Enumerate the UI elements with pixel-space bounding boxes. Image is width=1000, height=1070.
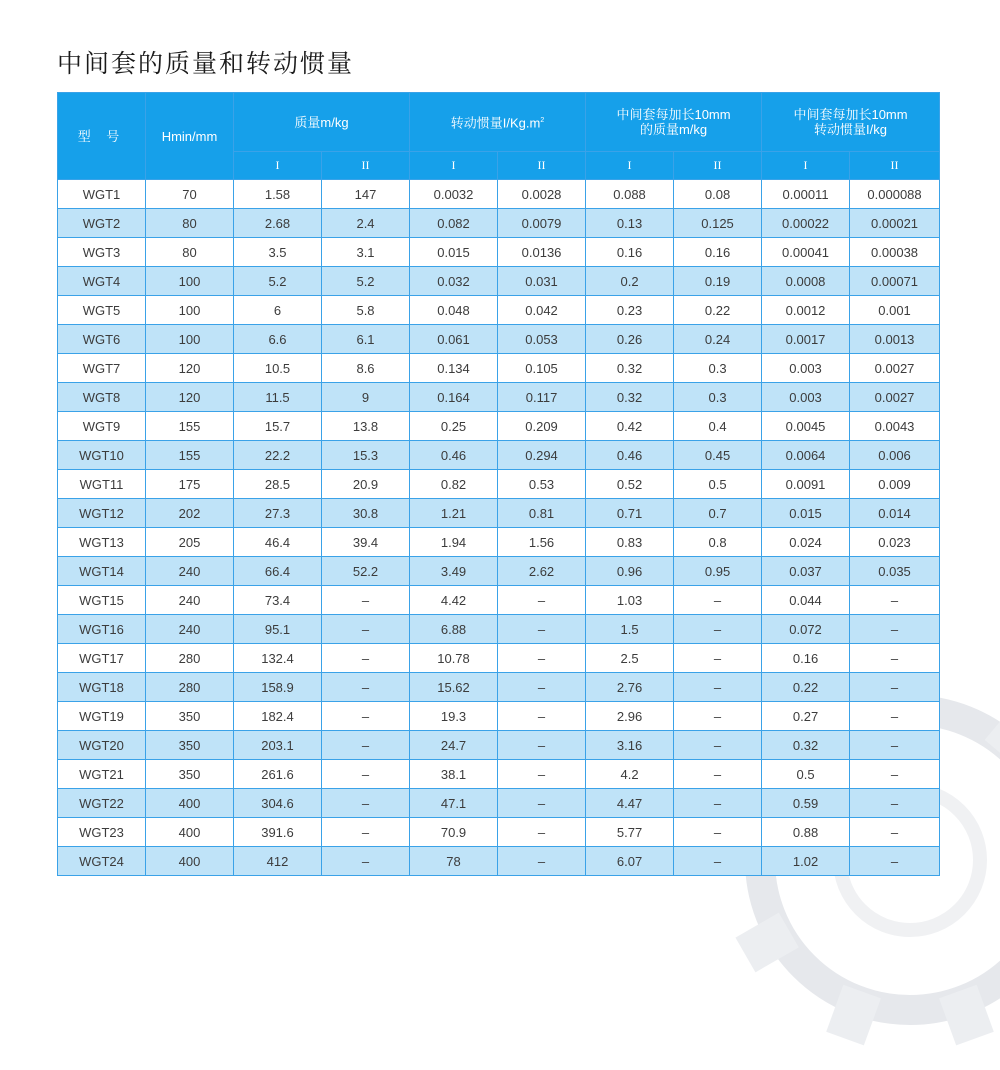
cell-mass10-i: 1.5: [586, 615, 674, 644]
cell-hmin: 350: [146, 731, 234, 760]
cell-inertia-i: 0.82: [410, 470, 498, 499]
table-row: [58, 644, 940, 673]
cell-inertia-ii: 0.053: [498, 325, 586, 354]
cell-inertia-i: 1.94: [410, 528, 498, 557]
cell-hmin: 155: [146, 441, 234, 470]
cell-mass-ii: –: [322, 586, 410, 615]
table-row: [58, 267, 940, 296]
cell-mass-i: 66.4: [234, 557, 322, 586]
header-mass: 质量m/kg: [234, 93, 410, 152]
cell-mass-i: 132.4: [234, 644, 322, 673]
cell-mass-ii: 6.1: [322, 325, 410, 354]
header-mass-per-10mm: [586, 93, 762, 152]
cell-hmin: 240: [146, 586, 234, 615]
cell-mass10-ii: –: [674, 615, 762, 644]
cell-inertia-ii: 0.117: [498, 383, 586, 412]
cell-mass-i: 3.5: [234, 238, 322, 267]
cell-inertia10-i: 0.32: [762, 731, 850, 760]
cell-inertia10-i: 0.003: [762, 383, 850, 412]
cell-inertia-i: 19.3: [410, 702, 498, 731]
cell-inertia10-ii: 0.035: [850, 557, 940, 586]
cell-model: WGT7: [58, 354, 146, 383]
cell-mass10-i: 2.5: [586, 644, 674, 673]
cell-inertia-ii: 2.62: [498, 557, 586, 586]
subheader-mass10-i: I: [586, 152, 674, 180]
cell-inertia-ii: –: [498, 818, 586, 847]
cell-model: WGT2: [58, 209, 146, 238]
cell-inertia-i: 0.164: [410, 383, 498, 412]
cell-inertia10-ii: –: [850, 731, 940, 760]
cell-mass10-i: 6.07: [586, 847, 674, 876]
header-inertia-sup: 2: [540, 117, 545, 125]
cell-inertia10-i: 0.044: [762, 586, 850, 615]
subheader-inertia-ii: II: [498, 152, 586, 180]
cell-inertia10-ii: –: [850, 789, 940, 818]
cell-mass10-i: 2.76: [586, 673, 674, 702]
cell-inertia10-i: 0.00022: [762, 209, 850, 238]
cell-model: WGT22: [58, 789, 146, 818]
cell-mass10-i: 0.71: [586, 499, 674, 528]
cell-mass-i: 158.9: [234, 673, 322, 702]
cell-model: WGT13: [58, 528, 146, 557]
header-inertia-per-10mm-line1: 中间套每加长10mm: [793, 107, 908, 122]
cell-inertia-i: 1.21: [410, 499, 498, 528]
cell-mass10-i: 2.96: [586, 702, 674, 731]
cell-mass-ii: –: [322, 789, 410, 818]
cell-mass-i: 27.3: [234, 499, 322, 528]
cell-inertia-ii: –: [498, 673, 586, 702]
cell-mass-ii: 13.8: [322, 412, 410, 441]
cell-mass10-i: 0.16: [586, 238, 674, 267]
cell-mass10-ii: 0.24: [674, 325, 762, 354]
cell-mass10-i: 0.46: [586, 441, 674, 470]
cell-mass-i: 261.6: [234, 760, 322, 789]
cell-hmin: 205: [146, 528, 234, 557]
cell-hmin: 100: [146, 325, 234, 354]
cell-mass-ii: –: [322, 818, 410, 847]
cell-inertia10-ii: –: [850, 847, 940, 876]
table-row: [58, 528, 940, 557]
cell-model: WGT17: [58, 644, 146, 673]
cell-model: WGT12: [58, 499, 146, 528]
header-model: 型 号: [58, 93, 146, 180]
cell-mass10-ii: 0.45: [674, 441, 762, 470]
cell-inertia-i: 0.082: [410, 209, 498, 238]
cell-mass10-ii: 0.3: [674, 354, 762, 383]
table-row: [58, 586, 940, 615]
cell-mass-ii: 5.2: [322, 267, 410, 296]
subheader-inertia10-i: I: [762, 152, 850, 180]
table-row: [58, 383, 940, 412]
cell-mass-ii: 2.4: [322, 209, 410, 238]
cell-mass-i: 22.2: [234, 441, 322, 470]
cell-mass-i: 95.1: [234, 615, 322, 644]
cell-model: WGT1: [58, 180, 146, 209]
cell-mass-ii: 9: [322, 383, 410, 412]
subheader-mass10-ii: II: [674, 152, 762, 180]
cell-mass-i: 412: [234, 847, 322, 876]
cell-inertia-ii: –: [498, 847, 586, 876]
cell-inertia-ii: –: [498, 731, 586, 760]
cell-inertia-i: 70.9: [410, 818, 498, 847]
cell-mass-ii: 8.6: [322, 354, 410, 383]
cell-hmin: 80: [146, 238, 234, 267]
cell-mass10-i: 0.23: [586, 296, 674, 325]
cell-mass-ii: 15.3: [322, 441, 410, 470]
cell-inertia10-i: 0.0008: [762, 267, 850, 296]
cell-mass10-ii: 0.16: [674, 238, 762, 267]
cell-hmin: 120: [146, 354, 234, 383]
subheader-inertia10-ii: II: [850, 152, 940, 180]
cell-mass-i: 28.5: [234, 470, 322, 499]
cell-inertia-i: 47.1: [410, 789, 498, 818]
cell-inertia-i: 78: [410, 847, 498, 876]
cell-mass-i: 6: [234, 296, 322, 325]
cell-model: WGT11: [58, 470, 146, 499]
cell-model: WGT4: [58, 267, 146, 296]
cell-inertia10-ii: 0.00021: [850, 209, 940, 238]
cell-inertia-ii: –: [498, 615, 586, 644]
table-row: [58, 818, 940, 847]
cell-mass-ii: 3.1: [322, 238, 410, 267]
cell-mass10-i: 0.32: [586, 383, 674, 412]
table-row: [58, 789, 940, 818]
cell-inertia10-i: 0.072: [762, 615, 850, 644]
cell-model: WGT9: [58, 412, 146, 441]
cell-mass-ii: –: [322, 702, 410, 731]
cell-hmin: 155: [146, 412, 234, 441]
cell-inertia10-i: 0.0091: [762, 470, 850, 499]
cell-hmin: 400: [146, 847, 234, 876]
cell-inertia-i: 0.134: [410, 354, 498, 383]
cell-mass-i: 10.5: [234, 354, 322, 383]
cell-hmin: 100: [146, 267, 234, 296]
cell-model: WGT3: [58, 238, 146, 267]
cell-hmin: 80: [146, 209, 234, 238]
cell-inertia10-i: 0.00041: [762, 238, 850, 267]
cell-inertia10-ii: 0.0027: [850, 354, 940, 383]
cell-mass-ii: –: [322, 615, 410, 644]
cell-hmin: 350: [146, 760, 234, 789]
cell-inertia10-ii: –: [850, 586, 940, 615]
cell-inertia10-i: 0.003: [762, 354, 850, 383]
cell-mass10-ii: 0.3: [674, 383, 762, 412]
cell-inertia10-ii: –: [850, 760, 940, 789]
subheader-mass-ii: II: [322, 152, 410, 180]
cell-model: WGT21: [58, 760, 146, 789]
cell-inertia-i: 10.78: [410, 644, 498, 673]
cell-inertia10-i: 0.015: [762, 499, 850, 528]
cell-hmin: 350: [146, 702, 234, 731]
cell-inertia-ii: 0.0028: [498, 180, 586, 209]
cell-mass10-ii: –: [674, 731, 762, 760]
cell-inertia-ii: 0.0079: [498, 209, 586, 238]
cell-mass10-i: 0.96: [586, 557, 674, 586]
cell-hmin: 400: [146, 818, 234, 847]
cell-inertia-i: 0.0032: [410, 180, 498, 209]
cell-mass-ii: 147: [322, 180, 410, 209]
cell-inertia-ii: 0.294: [498, 441, 586, 470]
cell-inertia10-ii: –: [850, 818, 940, 847]
table-row: [58, 847, 940, 876]
cell-mass10-i: 0.42: [586, 412, 674, 441]
cell-model: WGT16: [58, 615, 146, 644]
cell-mass-ii: –: [322, 731, 410, 760]
cell-inertia10-ii: –: [850, 644, 940, 673]
cell-inertia10-i: 0.024: [762, 528, 850, 557]
cell-mass10-i: 0.2: [586, 267, 674, 296]
cell-inertia10-i: 0.16: [762, 644, 850, 673]
cell-mass10-ii: 0.4: [674, 412, 762, 441]
cell-hmin: 280: [146, 644, 234, 673]
cell-model: WGT5: [58, 296, 146, 325]
cell-inertia10-ii: 0.0043: [850, 412, 940, 441]
cell-mass-i: 304.6: [234, 789, 322, 818]
table-row: [58, 615, 940, 644]
cell-inertia-ii: 1.56: [498, 528, 586, 557]
cell-mass-ii: –: [322, 847, 410, 876]
header-inertia-per-10mm-line2: 转动惯量I/kg: [814, 122, 888, 137]
cell-hmin: 202: [146, 499, 234, 528]
cell-mass10-ii: –: [674, 847, 762, 876]
cell-inertia10-i: 0.22: [762, 673, 850, 702]
cell-mass-i: 203.1: [234, 731, 322, 760]
cell-mass10-ii: 0.7: [674, 499, 762, 528]
cell-inertia-ii: 0.53: [498, 470, 586, 499]
cell-inertia10-i: 0.0045: [762, 412, 850, 441]
cell-inertia10-i: 0.27: [762, 702, 850, 731]
cell-hmin: 120: [146, 383, 234, 412]
cell-inertia-i: 0.46: [410, 441, 498, 470]
table-row: [58, 499, 940, 528]
cell-mass10-i: 3.16: [586, 731, 674, 760]
table-row: [58, 296, 940, 325]
cell-inertia-i: 0.25: [410, 412, 498, 441]
cell-mass10-ii: 0.22: [674, 296, 762, 325]
cell-mass-ii: 39.4: [322, 528, 410, 557]
header-inertia: [410, 93, 586, 152]
cell-inertia-ii: –: [498, 586, 586, 615]
table-header: [58, 93, 940, 180]
header-mass-per-10mm-line2: 的质量m/kg: [639, 122, 708, 137]
cell-model: WGT18: [58, 673, 146, 702]
spec-table: [57, 92, 940, 876]
cell-inertia10-ii: –: [850, 673, 940, 702]
table-row: [58, 325, 940, 354]
cell-mass10-ii: –: [674, 760, 762, 789]
cell-mass10-ii: 0.8: [674, 528, 762, 557]
cell-inertia10-i: 0.037: [762, 557, 850, 586]
table-row: [58, 760, 940, 789]
cell-inertia10-i: 0.00011: [762, 180, 850, 209]
cell-hmin: 280: [146, 673, 234, 702]
cell-hmin: 70: [146, 180, 234, 209]
cell-inertia10-i: 0.0012: [762, 296, 850, 325]
cell-mass-i: 6.6: [234, 325, 322, 354]
cell-mass10-ii: 0.08: [674, 180, 762, 209]
cell-inertia-i: 0.048: [410, 296, 498, 325]
cell-inertia10-i: 0.59: [762, 789, 850, 818]
cell-mass10-ii: –: [674, 673, 762, 702]
cell-mass-ii: –: [322, 760, 410, 789]
cell-model: WGT10: [58, 441, 146, 470]
cell-hmin: 240: [146, 615, 234, 644]
cell-inertia10-ii: 0.023: [850, 528, 940, 557]
cell-inertia10-i: 1.02: [762, 847, 850, 876]
cell-model: WGT6: [58, 325, 146, 354]
cell-model: WGT15: [58, 586, 146, 615]
cell-hmin: 175: [146, 470, 234, 499]
cell-inertia10-i: 0.0017: [762, 325, 850, 354]
cell-mass10-i: 4.2: [586, 760, 674, 789]
cell-inertia-ii: 0.0136: [498, 238, 586, 267]
cell-mass10-i: 4.47: [586, 789, 674, 818]
cell-mass-i: 391.6: [234, 818, 322, 847]
cell-model: WGT8: [58, 383, 146, 412]
table-row: [58, 441, 940, 470]
cell-mass-ii: –: [322, 644, 410, 673]
cell-inertia-ii: 0.81: [498, 499, 586, 528]
cell-inertia-ii: 0.209: [498, 412, 586, 441]
cell-mass-i: 5.2: [234, 267, 322, 296]
table-body: [58, 180, 940, 876]
header-inertia-label: 转动惯量I/Kg.m: [450, 115, 541, 131]
cell-inertia-i: 3.49: [410, 557, 498, 586]
cell-model: WGT23: [58, 818, 146, 847]
cell-mass-i: 2.68: [234, 209, 322, 238]
cell-inertia10-ii: 0.000088: [850, 180, 940, 209]
subheader-inertia-i: I: [410, 152, 498, 180]
cell-mass10-ii: –: [674, 586, 762, 615]
cell-inertia-ii: 0.042: [498, 296, 586, 325]
cell-inertia10-i: 0.5: [762, 760, 850, 789]
cell-mass10-ii: –: [674, 644, 762, 673]
table-row: [58, 354, 940, 383]
cell-mass10-i: 0.52: [586, 470, 674, 499]
cell-mass10-i: 5.77: [586, 818, 674, 847]
cell-mass-i: 11.5: [234, 383, 322, 412]
cell-hmin: 240: [146, 557, 234, 586]
cell-inertia-ii: –: [498, 702, 586, 731]
table-row: [58, 673, 940, 702]
table-row: [58, 731, 940, 760]
cell-model: WGT24: [58, 847, 146, 876]
cell-inertia10-i: 0.88: [762, 818, 850, 847]
cell-mass10-ii: 0.5: [674, 470, 762, 499]
cell-mass-ii: 52.2: [322, 557, 410, 586]
cell-inertia-i: 0.015: [410, 238, 498, 267]
cell-mass10-i: 0.26: [586, 325, 674, 354]
table-row: [58, 557, 940, 586]
cell-mass10-i: 0.32: [586, 354, 674, 383]
cell-inertia10-ii: 0.001: [850, 296, 940, 325]
cell-mass10-ii: 0.19: [674, 267, 762, 296]
cell-inertia-i: 24.7: [410, 731, 498, 760]
cell-inertia10-ii: 0.0027: [850, 383, 940, 412]
cell-inertia-ii: –: [498, 789, 586, 818]
cell-mass-ii: –: [322, 673, 410, 702]
cell-inertia-ii: –: [498, 644, 586, 673]
cell-inertia10-ii: 0.0013: [850, 325, 940, 354]
header-hmin: Hmin/mm: [146, 93, 234, 180]
header-inertia-per-10mm: [762, 93, 940, 152]
cell-model: WGT14: [58, 557, 146, 586]
table-row: [58, 470, 940, 499]
cell-inertia10-ii: 0.014: [850, 499, 940, 528]
cell-inertia10-ii: –: [850, 615, 940, 644]
cell-mass-i: 182.4: [234, 702, 322, 731]
cell-mass10-ii: 0.125: [674, 209, 762, 238]
cell-inertia-ii: 0.031: [498, 267, 586, 296]
table-row: [58, 180, 940, 209]
table-row: [58, 209, 940, 238]
cell-inertia10-ii: 0.00071: [850, 267, 940, 296]
cell-inertia-i: 15.62: [410, 673, 498, 702]
table-row: [58, 702, 940, 731]
cell-inertia-i: 38.1: [410, 760, 498, 789]
cell-mass-ii: 20.9: [322, 470, 410, 499]
cell-mass10-ii: –: [674, 702, 762, 731]
cell-inertia10-ii: 0.009: [850, 470, 940, 499]
cell-inertia-i: 0.032: [410, 267, 498, 296]
cell-inertia-i: 6.88: [410, 615, 498, 644]
cell-mass10-ii: –: [674, 818, 762, 847]
cell-mass10-i: 1.03: [586, 586, 674, 615]
cell-hmin: 400: [146, 789, 234, 818]
cell-inertia-i: 4.42: [410, 586, 498, 615]
cell-mass-i: 1.58: [234, 180, 322, 209]
cell-mass10-i: 0.088: [586, 180, 674, 209]
cell-model: WGT19: [58, 702, 146, 731]
cell-model: WGT20: [58, 731, 146, 760]
cell-mass-ii: 30.8: [322, 499, 410, 528]
cell-inertia10-ii: –: [850, 702, 940, 731]
cell-inertia10-i: 0.0064: [762, 441, 850, 470]
cell-mass-i: 73.4: [234, 586, 322, 615]
subheader-mass-i: I: [234, 152, 322, 180]
cell-inertia-i: 0.061: [410, 325, 498, 354]
header-mass-per-10mm-line1: 中间套每加长10mm: [616, 107, 731, 122]
page-title: 中间套的质量和转动惯量: [57, 49, 355, 78]
table-row: [58, 412, 940, 441]
table-row: [58, 238, 940, 267]
cell-mass-i: 15.7: [234, 412, 322, 441]
cell-mass10-ii: 0.95: [674, 557, 762, 586]
cell-inertia-ii: –: [498, 760, 586, 789]
cell-hmin: 100: [146, 296, 234, 325]
cell-inertia-ii: 0.105: [498, 354, 586, 383]
cell-inertia10-ii: 0.00038: [850, 238, 940, 267]
cell-mass10-ii: –: [674, 789, 762, 818]
cell-inertia10-ii: 0.006: [850, 441, 940, 470]
cell-mass-i: 46.4: [234, 528, 322, 557]
cell-mass10-i: 0.13: [586, 209, 674, 238]
cell-mass10-i: 0.83: [586, 528, 674, 557]
cell-mass-ii: 5.8: [322, 296, 410, 325]
